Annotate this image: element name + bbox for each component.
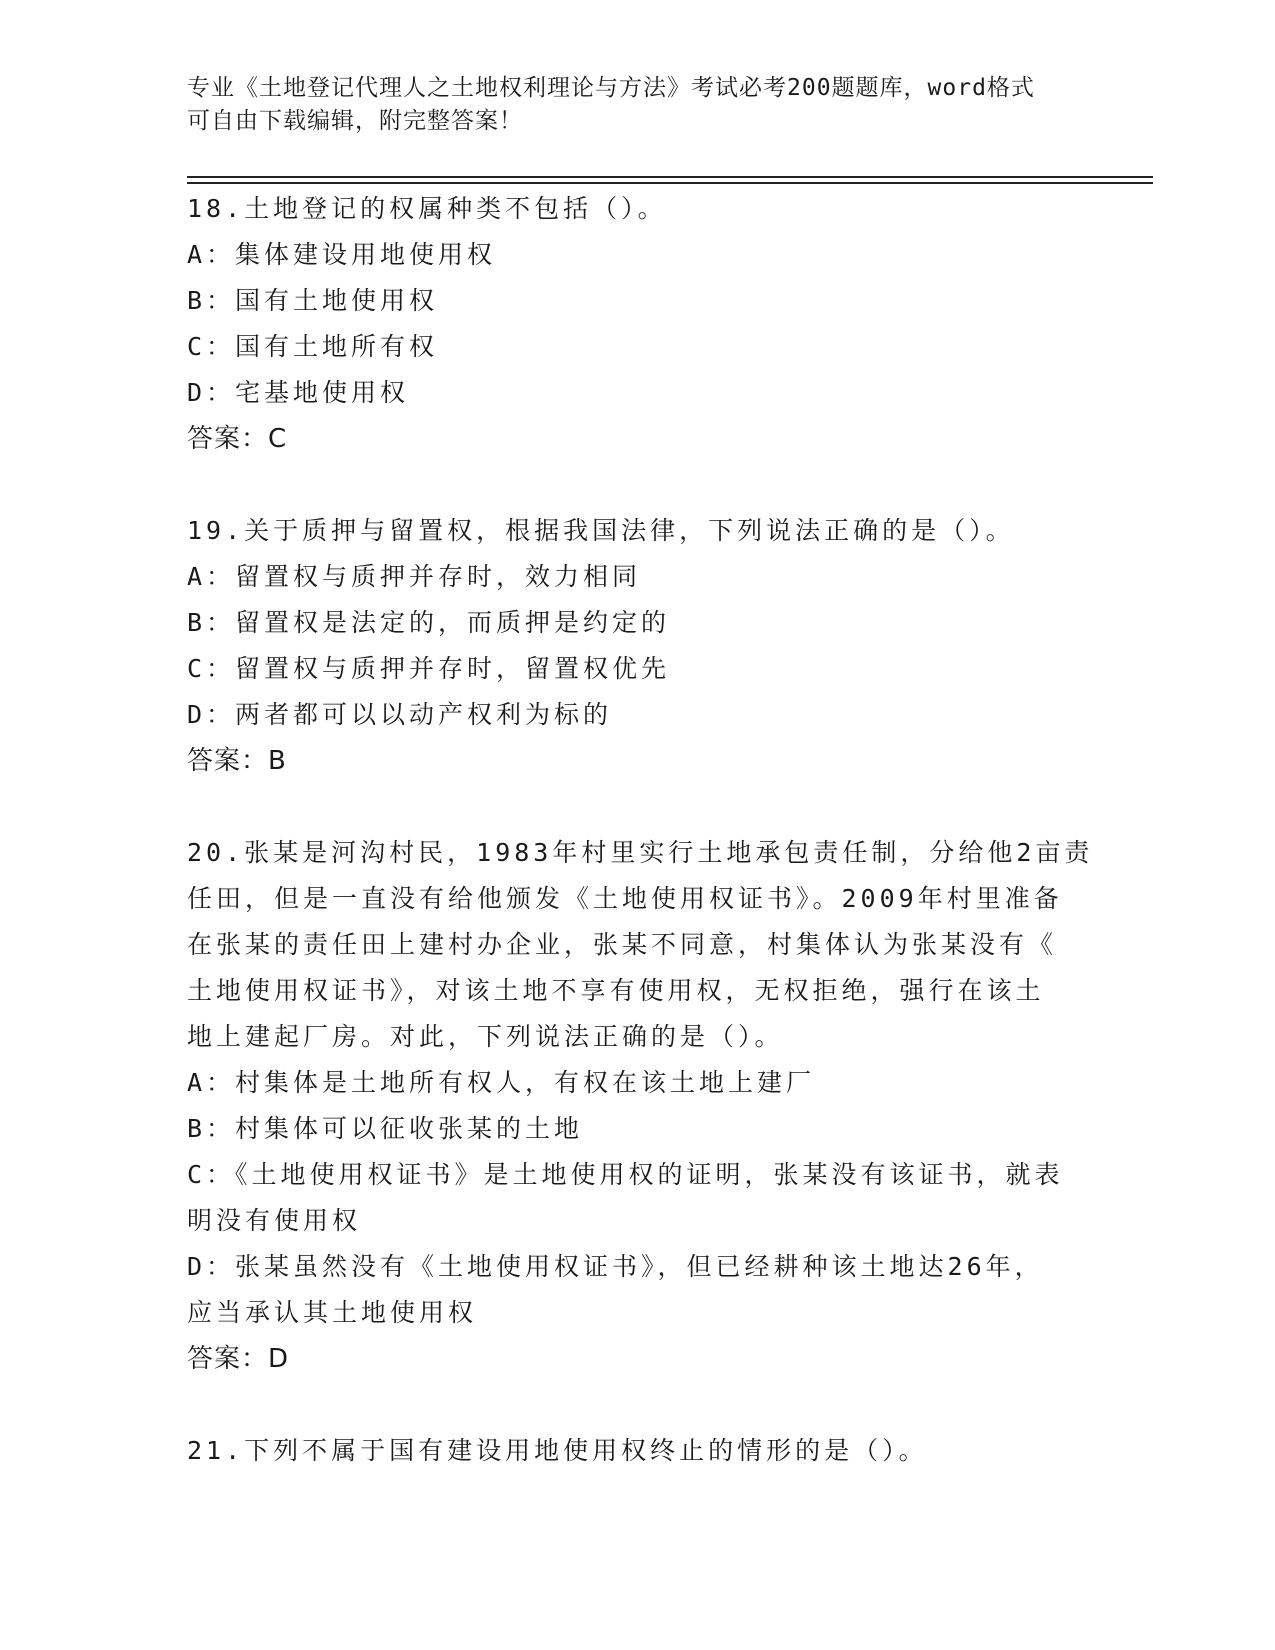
answer-option [187, 646, 1087, 692]
answer-option [187, 600, 1087, 646]
answer-option [187, 1060, 1087, 1106]
question-stem-line: 19.关于质押与留置权，根据我国法律，下列说法正确的是（）。 [187, 516, 1015, 545]
answer-option-line: D：宅基地使用权 [187, 378, 410, 407]
question-stem-line: 在张某的责任田上建村办企业，张某不同意，村集体认为张某没有《 [187, 930, 1058, 959]
header-line-2: 可自由下载编辑，附完整答案！ [187, 108, 523, 134]
question-list [187, 186, 1094, 1520]
question-stem-line: 地上建起厂房。对此，下列说法正确的是（）。 [187, 1022, 784, 1051]
answer-option [187, 1152, 1087, 1244]
answer-key: 答案：D [187, 1344, 290, 1374]
answer-option-line: B：国有土地使用权 [187, 286, 439, 315]
answer-option-line: C：国有土地所有权 [187, 332, 439, 361]
header-rule-bottom [187, 182, 1153, 184]
question-stem [187, 1428, 1087, 1474]
answer-option-line: 应当承认其土地使用权 [187, 1298, 478, 1327]
question-stem [187, 186, 1087, 232]
answer-option [187, 370, 1087, 416]
answer-option [187, 324, 1087, 370]
question-stem-line: 21.下列不属于国有建设用地使用权终止的情形的是（）。 [187, 1436, 928, 1465]
answer-option-line: A：留置权与质押并存时，效力相同 [187, 562, 642, 591]
question-4 [187, 1428, 1087, 1474]
question-1 [187, 186, 1087, 462]
answer-option-line: D：两者都可以以动产权利为标的 [187, 700, 613, 729]
header-line-1: 专业《土地登记代理人之土地权利理论与方法》考试必考200题题库，word格式 [187, 75, 1035, 101]
answer-option-line: A：集体建设用地使用权 [187, 240, 497, 269]
answer-option-line: B：留置权是法定的，而质押是约定的 [187, 608, 671, 637]
answer-option [187, 278, 1087, 324]
answer-option-line: D：张某虽然没有《土地使用权证书》，但已经耕种该土地达26年， [187, 1252, 1044, 1281]
answer-option-line: C：留置权与质押并存时，留置权优先 [187, 654, 671, 683]
answer-key: 答案：C [187, 424, 288, 454]
question-stem [187, 508, 1087, 554]
answer-option [187, 232, 1087, 278]
answer-option [187, 1244, 1087, 1336]
answer-option-line: A：村集体是土地所有权人，有权在该土地上建厂 [187, 1068, 816, 1097]
question-stem-line: 土地使用权证书》，对该土地不享有使用权，无权拒绝，强行在该土 [187, 976, 1045, 1005]
question-stem-line: 18.土地登记的权属种类不包括（）。 [187, 194, 667, 223]
answer-option-line: 明没有使用权 [187, 1206, 362, 1235]
answer-option-line: C：《土地使用权证书》是土地使用权的证明，张某没有该证书，就表 [187, 1160, 1064, 1189]
question-stem-line: 任田，但是一直没有给他颁发《土地使用权证书》。2009年村里准备 [187, 884, 1063, 913]
question-stem-line: 20.张某是河沟村民，1983年村里实行土地承包责任制，分给他2亩责 [187, 838, 1094, 867]
header-rule-top [187, 176, 1153, 178]
question-stem [187, 830, 1094, 1060]
answer-option [187, 1106, 1087, 1152]
question-2 [187, 508, 1087, 784]
document-header [187, 72, 1087, 138]
question-3 [187, 830, 1094, 1382]
answer-option [187, 554, 1087, 600]
answer-option [187, 692, 1087, 738]
answer-option-line: B：村集体可以征收张某的土地 [187, 1114, 584, 1143]
answer-key: 答案：B [187, 746, 287, 776]
